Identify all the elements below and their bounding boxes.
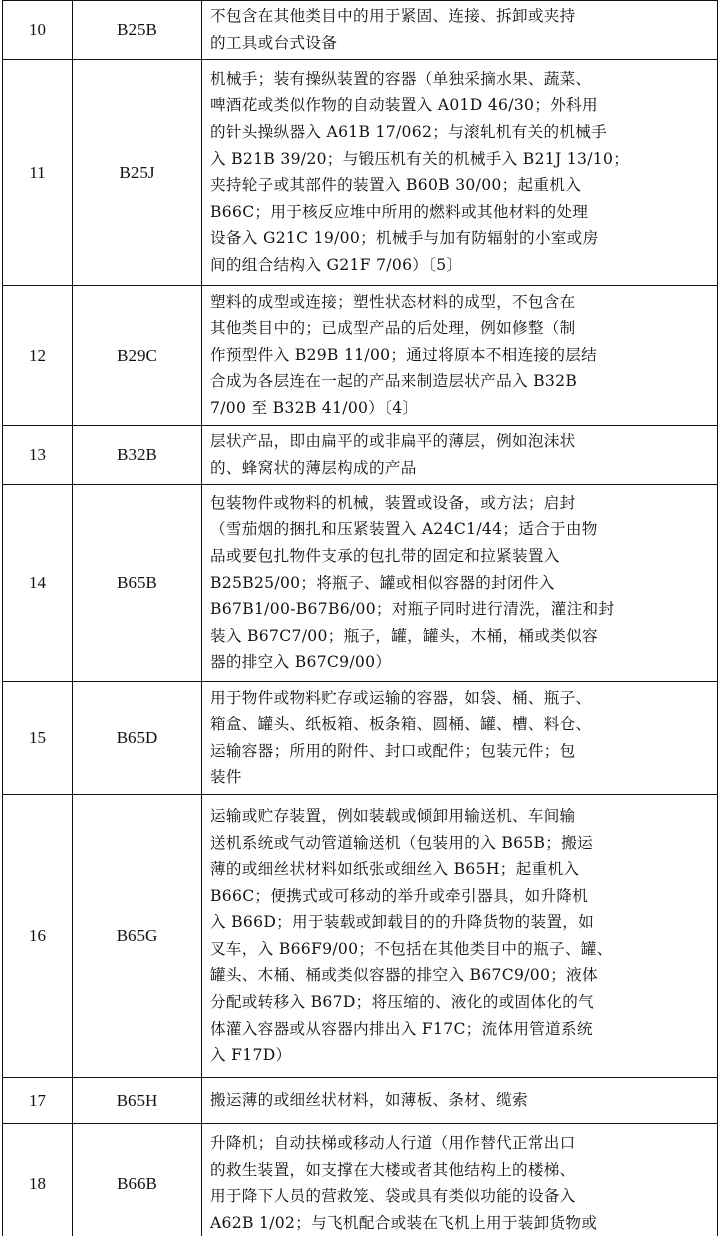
description-line: 箱盒、罐头、纸板箱、板条箱、圆桶、罐、槽、料仓、 (210, 715, 592, 734)
description-line: 升降机；自动扶梯或移动人行道（用作替代正常出口 (210, 1134, 576, 1153)
description-line: （雪茄烟的捆扎和压紧装置入 A24C1/44；适合于由物 (210, 520, 598, 539)
description-line: 分配或转移入 B67D；将压缩的、液化的或固体化的气 (210, 993, 595, 1012)
table-row (3, 1124, 718, 1236)
description (202, 485, 718, 682)
description-line: 送机系统或气动管道输送机（包装用的入 B65B；搬运 (210, 833, 593, 852)
description-line: 啤酒花或类似作物的自动装置入 A01D 46/30；外科用 (210, 96, 598, 115)
table-row (3, 485, 718, 682)
description-line: 的工具或台式设备 (210, 33, 338, 52)
description (202, 1124, 718, 1236)
description-line: 入 B21B 39/20；与锻压机有关的机械手入 B21J 13/10； (210, 149, 630, 168)
row-number: 13 (3, 426, 73, 485)
table-row (3, 1, 718, 60)
description-line: 搬运薄的或细丝状材料，如薄板、条材、缆索 (210, 1091, 528, 1110)
table-row (3, 682, 718, 795)
ipc-code: B29C (73, 286, 202, 426)
table-row (3, 426, 718, 485)
row-number: 18 (3, 1124, 73, 1236)
description-line: 运输容器；所用的附件、封口或配件；包装元件；包 (210, 741, 576, 760)
row-number: 15 (3, 682, 73, 795)
row-number: 12 (3, 286, 73, 426)
description-line: 的针头操纵器入 A61B 17/062；与滚轧机有关的机械手 (210, 123, 608, 141)
description-line: 设备入 G21C 19/00；机械手与加有防辐射的小室或房 (210, 229, 599, 248)
ipc-classification-table (2, 0, 718, 1236)
row-number: 11 (3, 60, 73, 286)
description-line: 的救生装置，如支撑在大楼或者其他结构上的楼梯、 (210, 1160, 576, 1179)
row-number: 17 (3, 1078, 73, 1124)
description (202, 1, 718, 60)
description-line: 薄的或细丝状材料如纸张或细丝入 B65H；起重机入 (210, 860, 580, 879)
table-row (3, 1078, 718, 1124)
table-row (3, 60, 718, 286)
description-line: A62B 1/02；与飞机配合或装在飞机上用于装卸货物或 (210, 1213, 598, 1232)
description-line: 用于物件或物料贮存或运输的容器，如袋、桶、瓶子、 (210, 688, 592, 707)
description-line: 品或要包扎物件支承的包扎带的固定和拉紧装置入 (210, 546, 560, 565)
description-line: 用于降下人员的营救笼、袋或具有类似功能的设备入 (210, 1187, 576, 1206)
description-line: B67B1/00-B67B6/00；对瓶子同时进行清洗，灌注和封 (210, 600, 615, 619)
description-line: B25B25/00；将瓶子、罐或相似容器的封闭件入 (210, 573, 555, 592)
description (202, 1078, 718, 1124)
description-line: 装件 (210, 768, 242, 787)
description-line: 包装物件或物料的机械，装置或设备，或方法；启封 (210, 493, 576, 512)
description-line: 夹持轮子或其部件的装置入 B60B 30/00；起重机入 (210, 176, 582, 195)
description-line: 其他类目中的；已成型产品的后处理，例如修整（制 (210, 319, 576, 338)
table-row (3, 286, 718, 426)
ipc-code: B25J (73, 60, 202, 286)
description-line: 体灌入容器或从容器内排出入 F17C；流体用管道系统 (210, 1019, 593, 1038)
description-line: 叉车，入 B66F9/00；不包括在其他类目中的瓶子、罐、 (210, 939, 613, 958)
description-line: 入 F17D） (210, 1046, 292, 1065)
description-line: 运输或贮存装置，例如装载或倾卸用输送机、车间输 (210, 806, 576, 825)
ipc-code: B65B (73, 485, 202, 682)
description-line: 的、蜂窝状的薄层构成的产品 (210, 458, 417, 477)
ipc-code: B66B (73, 1124, 202, 1236)
description-line: 装入 B67C7/00；瓶子，罐，罐头，木桶，桶或类似容 (210, 626, 598, 645)
ipc-code: B65G (73, 795, 202, 1078)
description-line: 层状产品，即由扁平的或非扁平的薄层，例如泡沫状 (210, 432, 576, 451)
description (202, 682, 718, 795)
description-line: 罐头、木桶、桶或类似容器的排空入 B67C9/00；液体 (210, 966, 598, 985)
description-line: 器的排空入 B67C9/00） (210, 653, 392, 672)
ipc-code: B65H (73, 1078, 202, 1124)
description-line: 不包含在其他类目中的用于紧固、连接、拆卸或夹持 (210, 7, 576, 25)
description-line: 7/00 至 B32B 41/00）〔4〕 (210, 399, 419, 418)
description-line: 塑料的成型或连接；塑性状态材料的成型，不包含在 (210, 292, 576, 311)
row-number: 14 (3, 485, 73, 682)
description (202, 286, 718, 426)
row-number: 10 (3, 1, 73, 60)
description (202, 795, 718, 1078)
ipc-code: B25B (73, 1, 202, 60)
ipc-code: B65D (73, 682, 202, 795)
description-line: 合成为各层连在一起的产品来制造层状产品入 B32B (210, 372, 578, 391)
description-line: 入 B66D；用于装载或卸载目的的升降货物的装置，如 (210, 913, 595, 932)
description-line: B66C；便携式或可移动的举升或牵引器具，如升降机 (210, 886, 589, 905)
description-line: 作预型件入 B29B 11/00；通过将原本不相连接的层结 (210, 345, 598, 364)
description (202, 426, 718, 485)
table-row (3, 795, 718, 1078)
description-line: 间的组合结构入 G21F 7/06）〔5〕 (210, 255, 463, 274)
description-line: 机械手；装有操纵装置的容器（单独采摘水果、蔬菜、 (210, 69, 592, 88)
description-line: B66C；用于核反应堆中所用的燃料或其他材料的处理 (210, 202, 589, 221)
ipc-code: B32B (73, 426, 202, 485)
row-number: 16 (3, 795, 73, 1078)
description (202, 60, 718, 286)
